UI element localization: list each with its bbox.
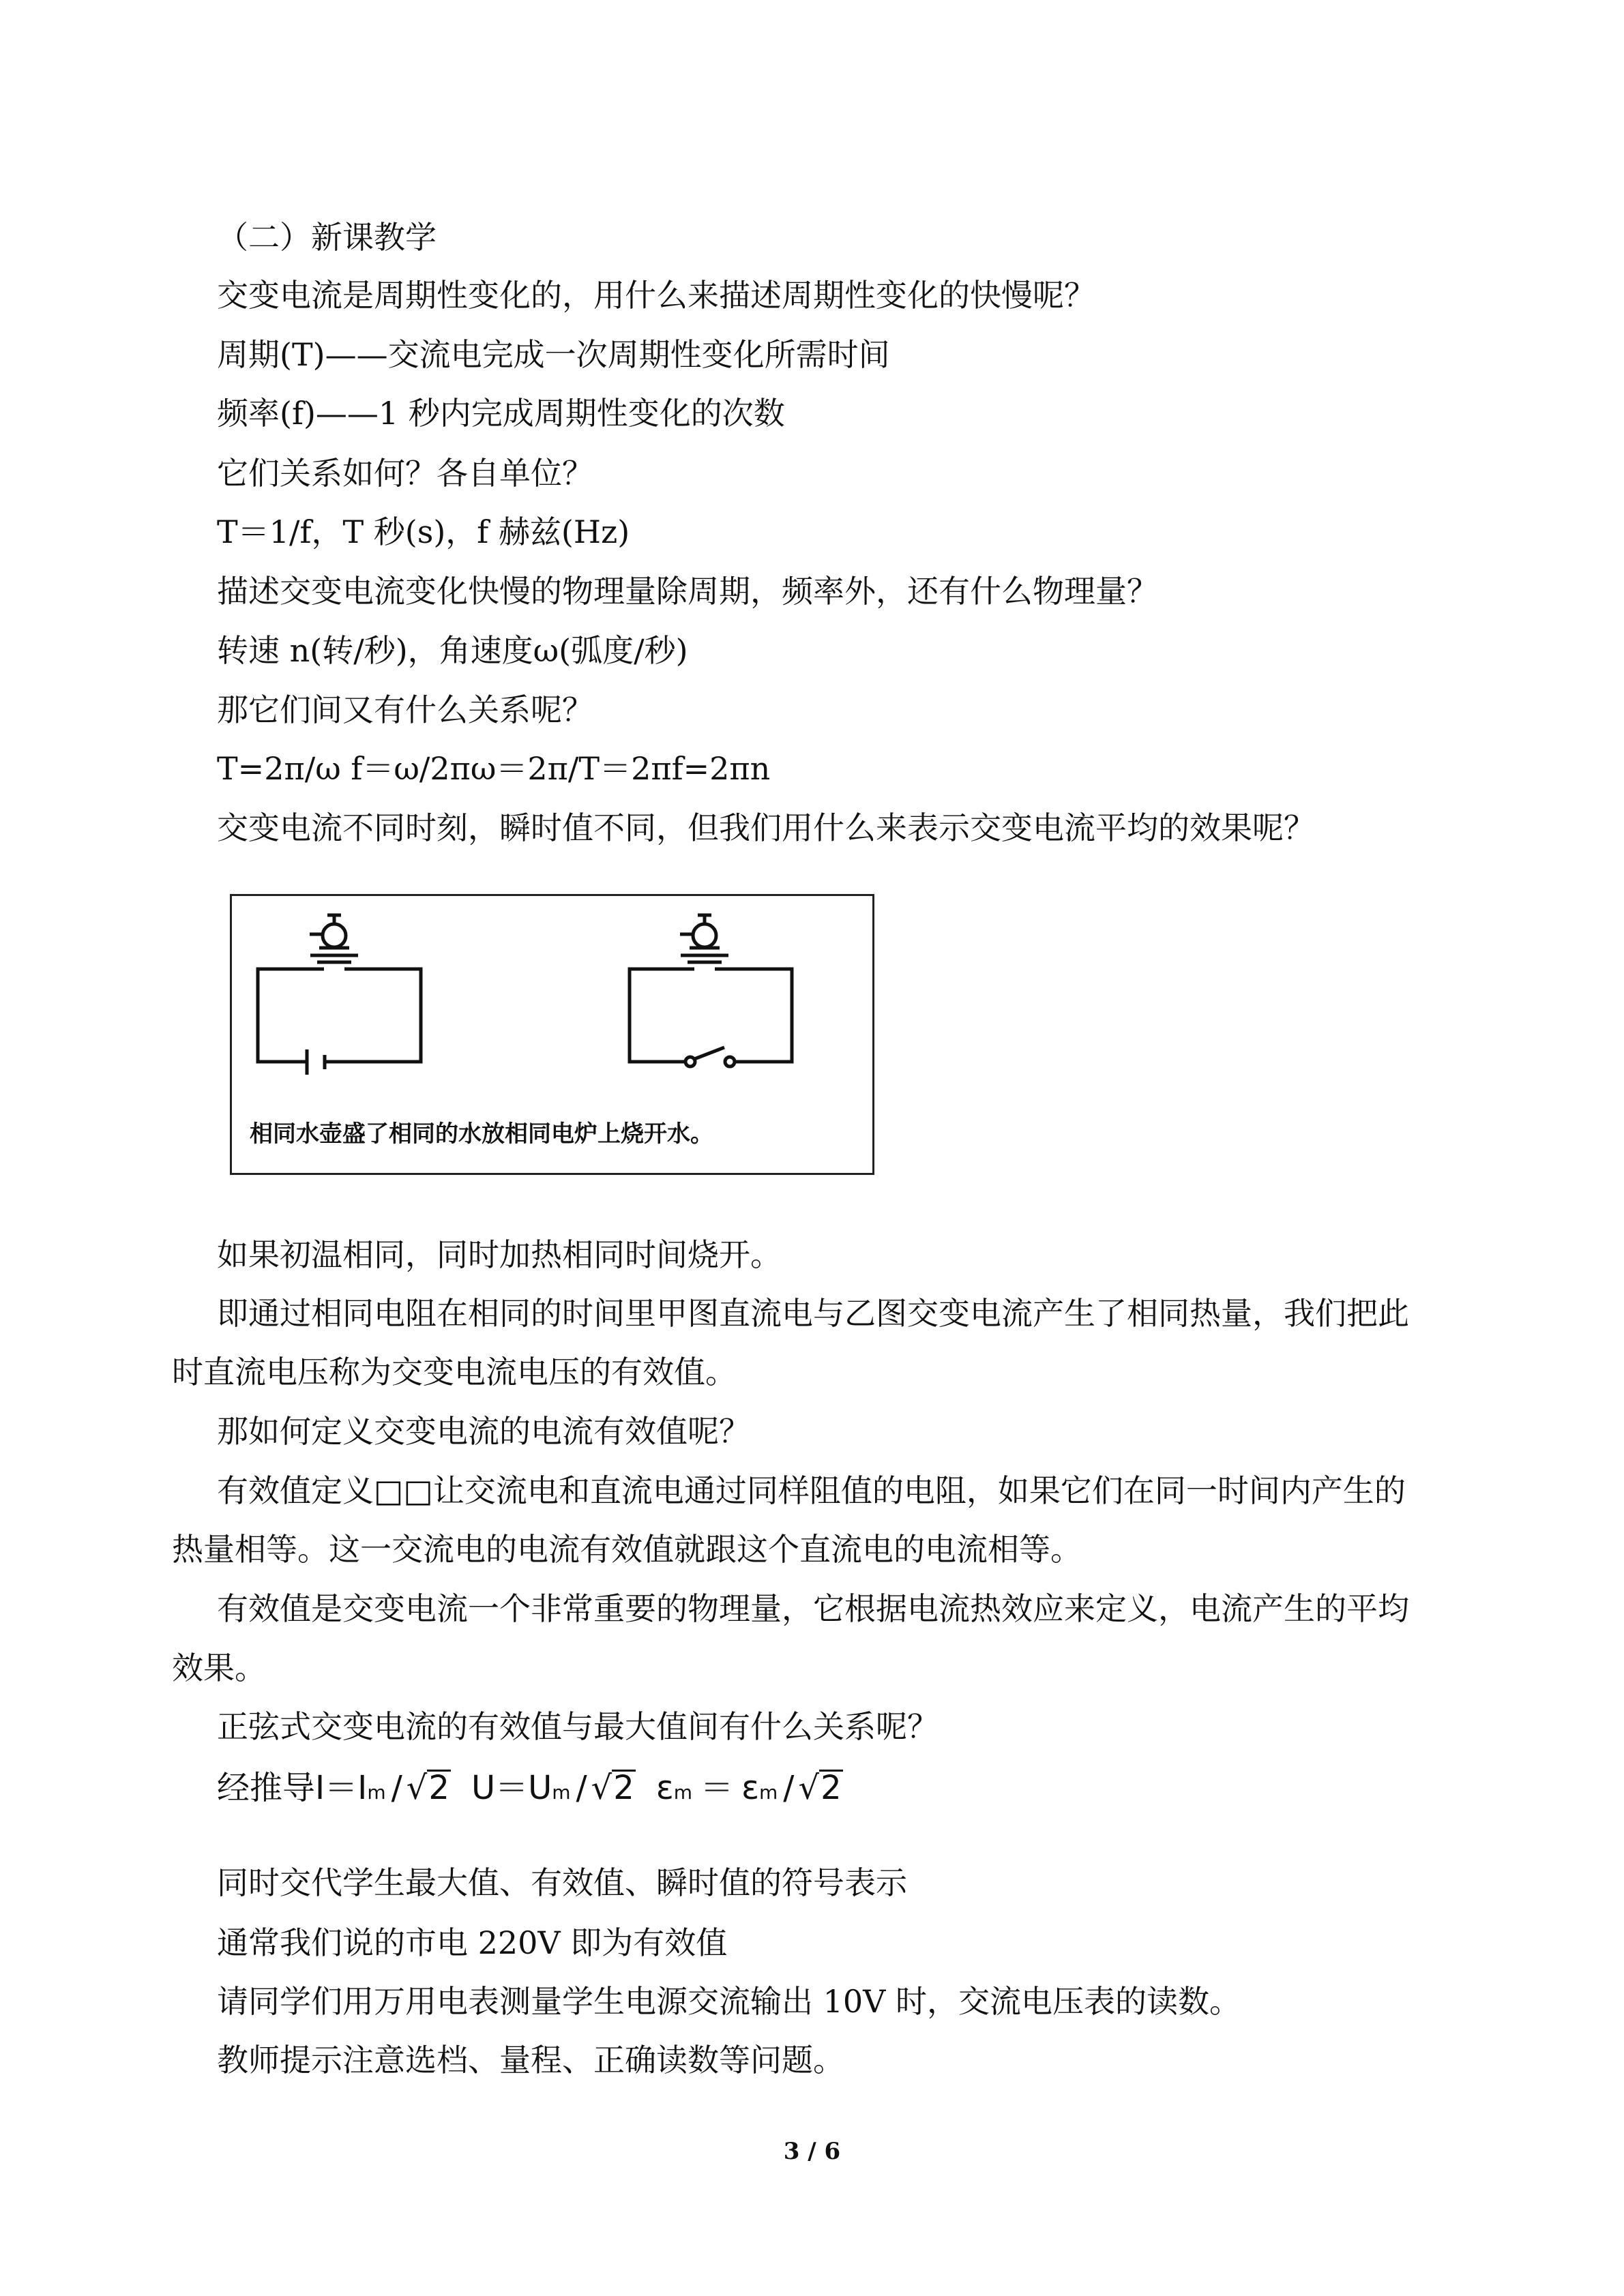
paragraph-line: 如果初温相同，同时加热相同时间烧开。 xyxy=(217,1236,782,1273)
paragraph-line: 效果。 xyxy=(172,1650,266,1686)
paragraph-line: 有效值是交变电流一个非常重要的物理量，它根据电流热效应来定义，电流产生的平均 xyxy=(217,1590,1409,1627)
formula-e-rhs-sub: m xyxy=(759,1781,778,1804)
paragraph-line: 时直流电压称为交变电流电压的有效值。 xyxy=(172,1354,737,1390)
formula-i-sub: m xyxy=(367,1781,386,1804)
radicand: 2 xyxy=(428,1769,449,1807)
paragraph-line: 同时交代学生最大值、有效值、瞬时值的符号表示 xyxy=(217,1864,907,1901)
paragraph-line: T=2π/ω f＝ω/2πω＝2π/T＝2πf=2πn xyxy=(217,750,771,787)
sqrt-two xyxy=(591,1764,636,1812)
formula-e-rhs: ε xyxy=(741,1769,760,1807)
kettle-icon-left xyxy=(310,915,349,948)
paragraph-line: 正弦式交变电流的有效值与最大值间有什么关系呢？ xyxy=(217,1708,939,1745)
radicand: 2 xyxy=(613,1769,634,1807)
paragraph-line: 教师提示注意选档、量程、正确读数等问题。 xyxy=(217,2042,844,2078)
formula-eq: ＝ xyxy=(700,1769,734,1807)
circuit-wire-right xyxy=(630,969,694,1062)
section-heading: （二）新课教学 xyxy=(217,219,437,256)
paragraph-line: 描述交变电流变化快慢的物理量除周期，频率外，还有什么物理量？ xyxy=(217,573,1158,610)
radical-symbol: √ xyxy=(406,1769,428,1807)
radicand: 2 xyxy=(821,1769,842,1807)
sqrt-two xyxy=(407,1764,451,1812)
circuit-wire-left xyxy=(326,969,421,1062)
battery-icon xyxy=(307,1049,325,1075)
formula-e-sub: m xyxy=(673,1781,693,1804)
formula-i-lhs: I＝I xyxy=(315,1769,368,1807)
paragraph-line: 交变电流是周期性变化的，用什么来描述周期性变化的快慢呢？ xyxy=(217,277,1095,314)
paragraph-line: 即通过相同电阻在相同的时间里甲图直流电与乙图交变电流产生了相同热量，我们把此 xyxy=(217,1295,1409,1332)
page-number: 3 / 6 xyxy=(783,2138,841,2165)
formula-e-lhs: ε xyxy=(655,1769,674,1807)
formula-slash: / xyxy=(783,1769,795,1807)
formula-u-lhs: U＝U xyxy=(471,1769,552,1807)
paragraph-line: 频率(f)——1 秒内完成周期性变化的次数 xyxy=(217,395,785,432)
circuit-wire-right xyxy=(715,969,792,1062)
paragraph-line: 通常我们说的市电 220V 即为有效值 xyxy=(217,1924,728,1961)
formula-prefix: 经推导 xyxy=(217,1769,316,1807)
paragraph-line: 转速 n(转/秒)，角速度ω(弧度/秒) xyxy=(217,632,688,669)
sqrt-two xyxy=(798,1764,842,1812)
paragraph-line: 热量相等。这一交流电的电流有效值就跟这个直流电的电流相等。 xyxy=(172,1531,1082,1568)
circuit-wire-left xyxy=(258,969,324,1062)
rms-formula xyxy=(217,1764,843,1817)
paragraph-line: 有效值定义□□让交流电和直流电通过同样阻值的电阻，如果它们在同一时间内产生的 xyxy=(217,1472,1406,1509)
figure-caption: 相同水壶盛了相同的水放相同电炉上烧开水。 xyxy=(250,1120,713,1148)
radical-symbol: √ xyxy=(591,1769,612,1807)
paragraph-line: T＝1/f，T 秒(s)，f 赫兹(Hz) xyxy=(217,513,630,550)
paragraph-line: 那如何定义交变电流的电流有效值呢？ xyxy=(217,1413,750,1450)
circuit-figure xyxy=(230,894,874,1175)
paragraph-line: 它们关系如何？各自单位？ xyxy=(217,455,593,492)
formula-slash: / xyxy=(391,1769,402,1807)
formula-u-sub: m xyxy=(552,1781,571,1804)
paragraph-line: 那它们间又有什么关系呢？ xyxy=(217,691,593,728)
paragraph-line: 请同学们用万用电表测量学生电源交流输出 10V 时，交流电压表的读数。 xyxy=(217,1983,1241,2020)
stove-icon-right xyxy=(681,955,728,962)
formula-slash: / xyxy=(576,1769,587,1807)
kettle-icon-right xyxy=(680,915,720,948)
stove-icon-left xyxy=(310,955,358,962)
paragraph-line: 交变电流不同时刻，瞬时值不同，但我们用什么来表示交变电流平均的效果呢？ xyxy=(217,809,1315,846)
paragraph-line: 周期(T)——交流电完成一次周期性变化所需时间 xyxy=(217,336,890,373)
radical-symbol: √ xyxy=(798,1769,820,1807)
switch-icon xyxy=(685,1047,735,1067)
